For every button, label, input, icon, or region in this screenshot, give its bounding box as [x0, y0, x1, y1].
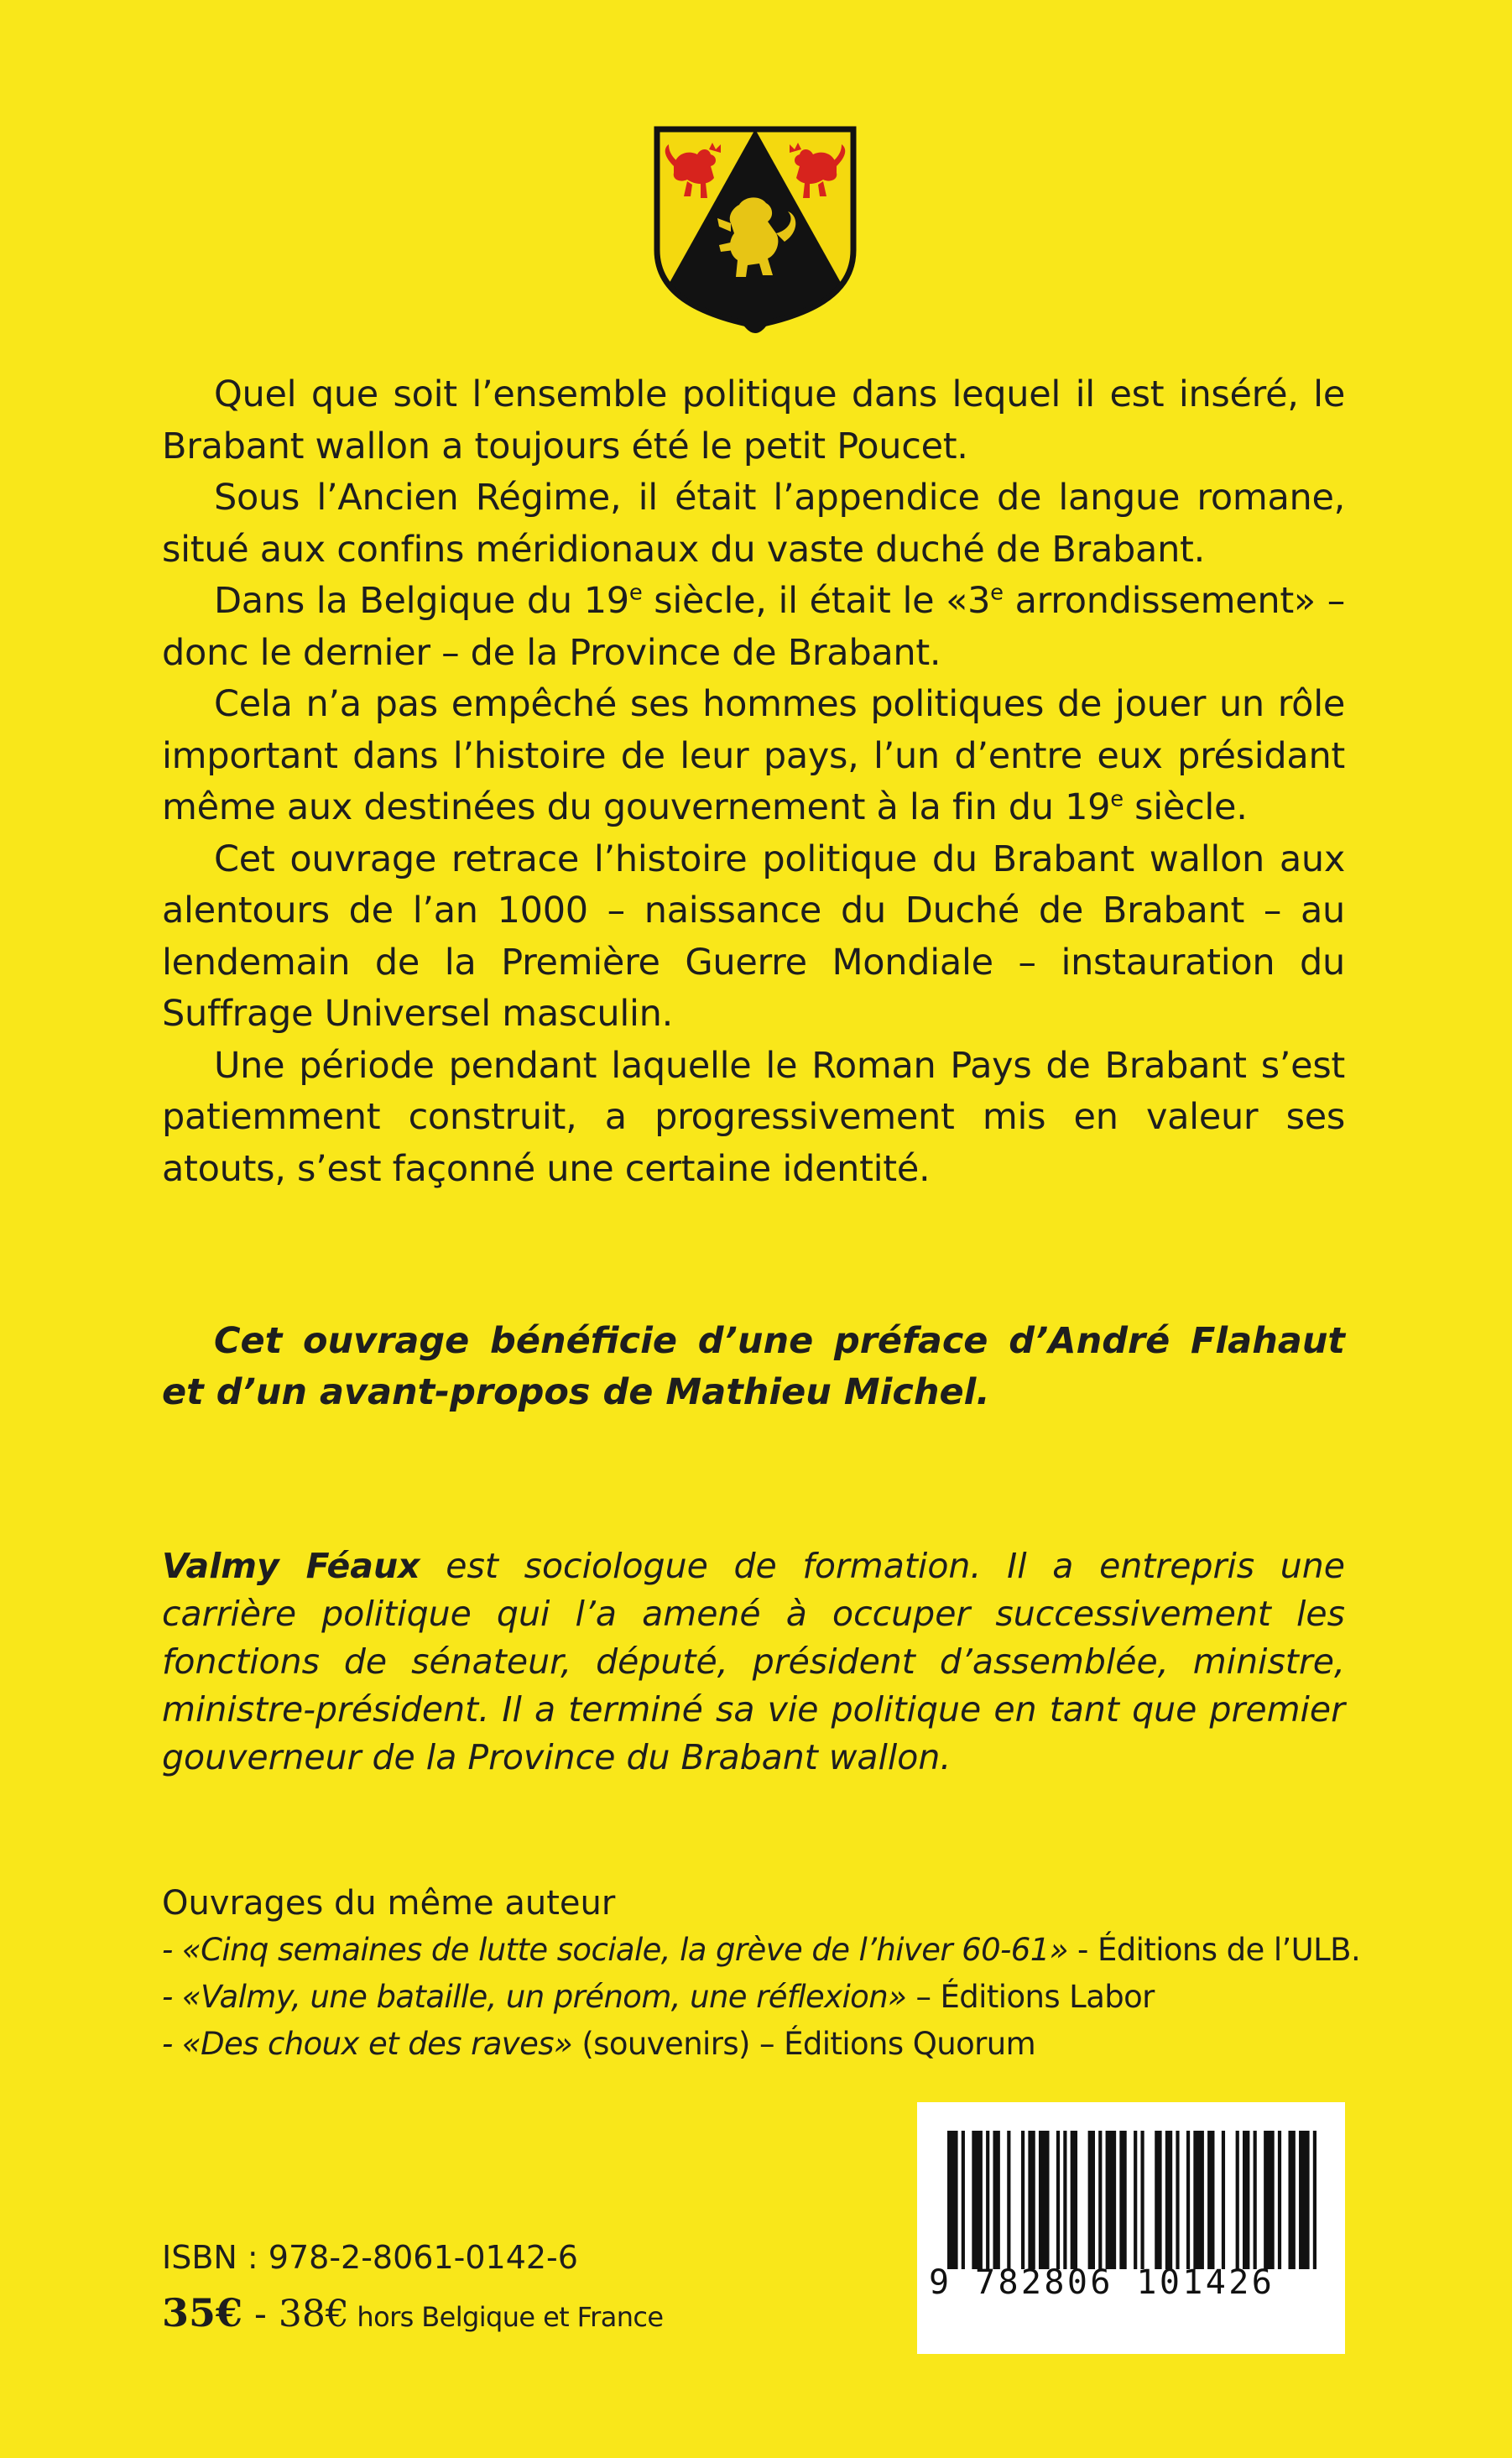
description-paragraph-1: Quel que soit l’ensemble politique dans lequel il est inséré, le Brabant wallon a toujours été le petit Poucet.: [162, 373, 1345, 467]
barcode-bar: [1155, 2131, 1161, 2269]
barcode-bars: [947, 2131, 1316, 2269]
author-name: Valmy Féaux: [162, 1546, 420, 1586]
preface-note: Cet ouvrage bénéficie d’une préface d’André Flahaut et d’un avant-propos de Mathieu Michel.: [162, 1320, 1345, 1413]
other-works-title: Ouvrages du même auteur: [162, 1884, 616, 1923]
barcode-bar: [1299, 2131, 1310, 2269]
barcode-bar: [972, 2131, 983, 2269]
barcode-bar: [1106, 2131, 1117, 2269]
barcode-bar: [1193, 2131, 1204, 2269]
barcode-bar: [1207, 2131, 1214, 2269]
barcode-bar: [1119, 2131, 1126, 2269]
barcode-bar: [1088, 2131, 1095, 2269]
price: 35€ - 38€ hors Belgique et France: [162, 2290, 664, 2335]
brabant-wallon-coat-of-arms-icon: [650, 124, 860, 344]
barcode-bar: [1134, 2131, 1137, 2269]
other-works-list: [162, 1927, 1387, 2068]
barcode-bar: [1176, 2131, 1179, 2269]
barcode-bar: [1222, 2131, 1225, 2269]
barcode-bar: [1140, 2131, 1144, 2269]
barcode-bar: [1243, 2131, 1249, 2269]
barcode-bar: [993, 2131, 999, 2269]
barcode-bar: [1056, 2131, 1060, 2269]
barcode-bar: [1007, 2131, 1010, 2269]
barcode-bar: [1028, 2131, 1035, 2269]
barcode-bar: [1039, 2131, 1050, 2269]
barcode-bar: [1063, 2131, 1066, 2269]
barcode-bar: [1254, 2131, 1257, 2269]
barcode-bar: [1165, 2131, 1172, 2269]
other-works-item: - «Des choux et des raves» (souvenirs) – Éditions Quorum: [162, 2026, 1036, 2062]
barcode-bar: [1264, 2131, 1275, 2269]
barcode-bar: [1288, 2131, 1295, 2269]
barcode-bar: [1021, 2131, 1025, 2269]
barcode-bar: [947, 2131, 958, 2269]
price-main: 35€: [162, 2290, 243, 2335]
barcode-bar: [1278, 2131, 1281, 2269]
price-note: hors Belgique et France: [348, 2301, 664, 2333]
isbn: ISBN : 978-2-8061-0142-6: [162, 2239, 578, 2276]
barcode-bar: [1098, 2131, 1102, 2269]
description-paragraph-4: Cela n’a pas empêché ses hommes politiques de jouer un rôle important dans l’histoire de leur pays, l’un d’entre eux présidant même aux destinées du gouvernement à la fin du 19e siècle.: [162, 683, 1345, 828]
description-paragraph-6: Une période pendant laquelle le Roman Pays de Brabant s’est patiemment construit, a progressivement mis en valeur ses atouts, s’est façonné une certaine identité.: [162, 1044, 1345, 1190]
barcode-bar: [1236, 2131, 1239, 2269]
description-paragraph-5: Cet ouvrage retrace l’histoire politique du Brabant wallon aux alentours de l’an 1000 – naissance du Duché de Brabant – au lendemain de la Première Guerre Mondiale – instauration du Suffrage Universel masculin.: [162, 838, 1345, 1035]
barcode-bar: [1186, 2131, 1190, 2269]
barcode-bar: [962, 2131, 965, 2269]
description-paragraph-3: Dans la Belgique du 19e siècle, il était le «3e arrondissement» – donc le dernier – de la Province de Brabant.: [162, 580, 1345, 674]
description-paragraph-2: Sous l’Ancien Régime, il était l’appendice de langue romane, situé aux confins méridionaux du vaste duché de Brabant.: [162, 477, 1345, 571]
other-works-item: - «Valmy, une bataille, un prénom, une réflexion» – Éditions Labor: [162, 1979, 1155, 2015]
author-bio: Valmy Féaux est sociologue de formation. Il a entrepris une carrière politique qui l’a amené à occuper successivement les fonctions de sénateur, député, président d’assemblée, ministre, ministre-président. Il a terminé sa vie politique en tant que premier gouverneur de la Province du Brabant wallon.: [162, 1546, 1345, 1777]
barcode-bar: [1313, 2131, 1316, 2269]
price-alt: 38€: [278, 2293, 349, 2335]
other-works-item: - «Cinq semaines de lutte sociale, la grève de l’hiver 60-61» - Éditions de l’ULB.: [162, 1932, 1361, 1968]
book-description: [162, 369, 1345, 1195]
barcode-bar: [986, 2131, 989, 2269]
barcode-digits: 9 782806 101426: [929, 2263, 1275, 2302]
barcode: [917, 2102, 1345, 2354]
barcode-bar: [1071, 2131, 1077, 2269]
other-works: [162, 1880, 1387, 2068]
